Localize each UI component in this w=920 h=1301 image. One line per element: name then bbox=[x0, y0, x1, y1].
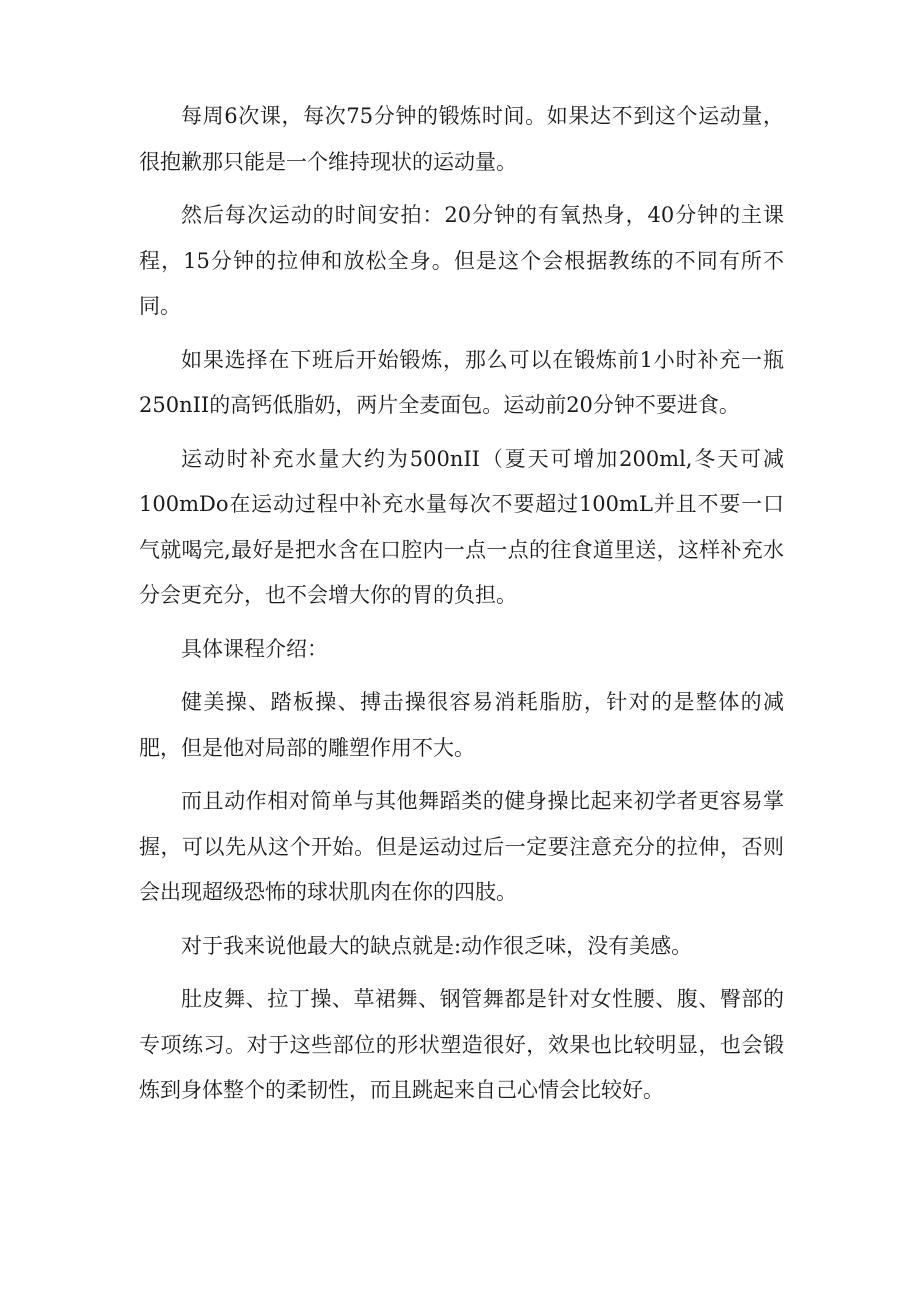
paragraph-aerobics: 健美操、踏板操、搏击操很容易消耗脂肪，针对的是整体的减肥，但是他对局部的雕塑作用不大。 bbox=[139, 690, 784, 760]
paragraph-pre-workout-meal: 如果选择在下班后开始锻炼，那么可以在锻炼前1小时补充一瓶250nII的高钙低脂奶，两片全麦面包。运动前20分钟不要进食。 bbox=[139, 347, 784, 417]
paragraph-dance-classes: 肚皮舞、拉丁操、草裙舞、钢管舞都是针对女性腰、腹、臀部的专项练习。对于这些部位的形状塑造很好，效果也比较明显，也会锻炼到身体整个的柔韧性，而且跳起来自己心情会比较好。 bbox=[139, 987, 784, 1102]
paragraph-course-intro-heading: 具体课程介绍： bbox=[181, 636, 328, 661]
paragraph-beginner-advice: 而且动作相对简单与其他舞蹈类的健身操比起来初学者更容易掌握，可以先从这个开始。但是运动过后一定要注意充分的拉伸，否则会出现超级恐怖的球状肌肉在你的四肢。 bbox=[139, 789, 784, 904]
document-body bbox=[139, 94, 784, 1114]
paragraph-hydration: 运动时补充水量大约为500nII（夏天可增加200ml,冬天可减100mDo在运动过程中补充水量每次不要超过100mL并且不要一口气就喝完,最好是把水含在口腔内一点一点的往食道里送，这样补充水分会更充分，也不会增大你的胃的负担。 bbox=[139, 446, 784, 607]
paragraph-session-timing: 然后每次运动的时间安拍：20分钟的有氧热身，40分钟的主课程，15分钟的拉伸和放松全身。但是这个会根据教练的不同有所不同。 bbox=[139, 203, 784, 318]
paragraph-weekly-schedule: 每周6次课，每次75分钟的锻炼时间。如果达不到这个运动量，很抱歉那只能是一个维持现状的运动量。 bbox=[139, 104, 784, 174]
paragraph-drawback: 对于我来说他最大的缺点就是:动作很乏味，没有美感。 bbox=[181, 933, 693, 958]
